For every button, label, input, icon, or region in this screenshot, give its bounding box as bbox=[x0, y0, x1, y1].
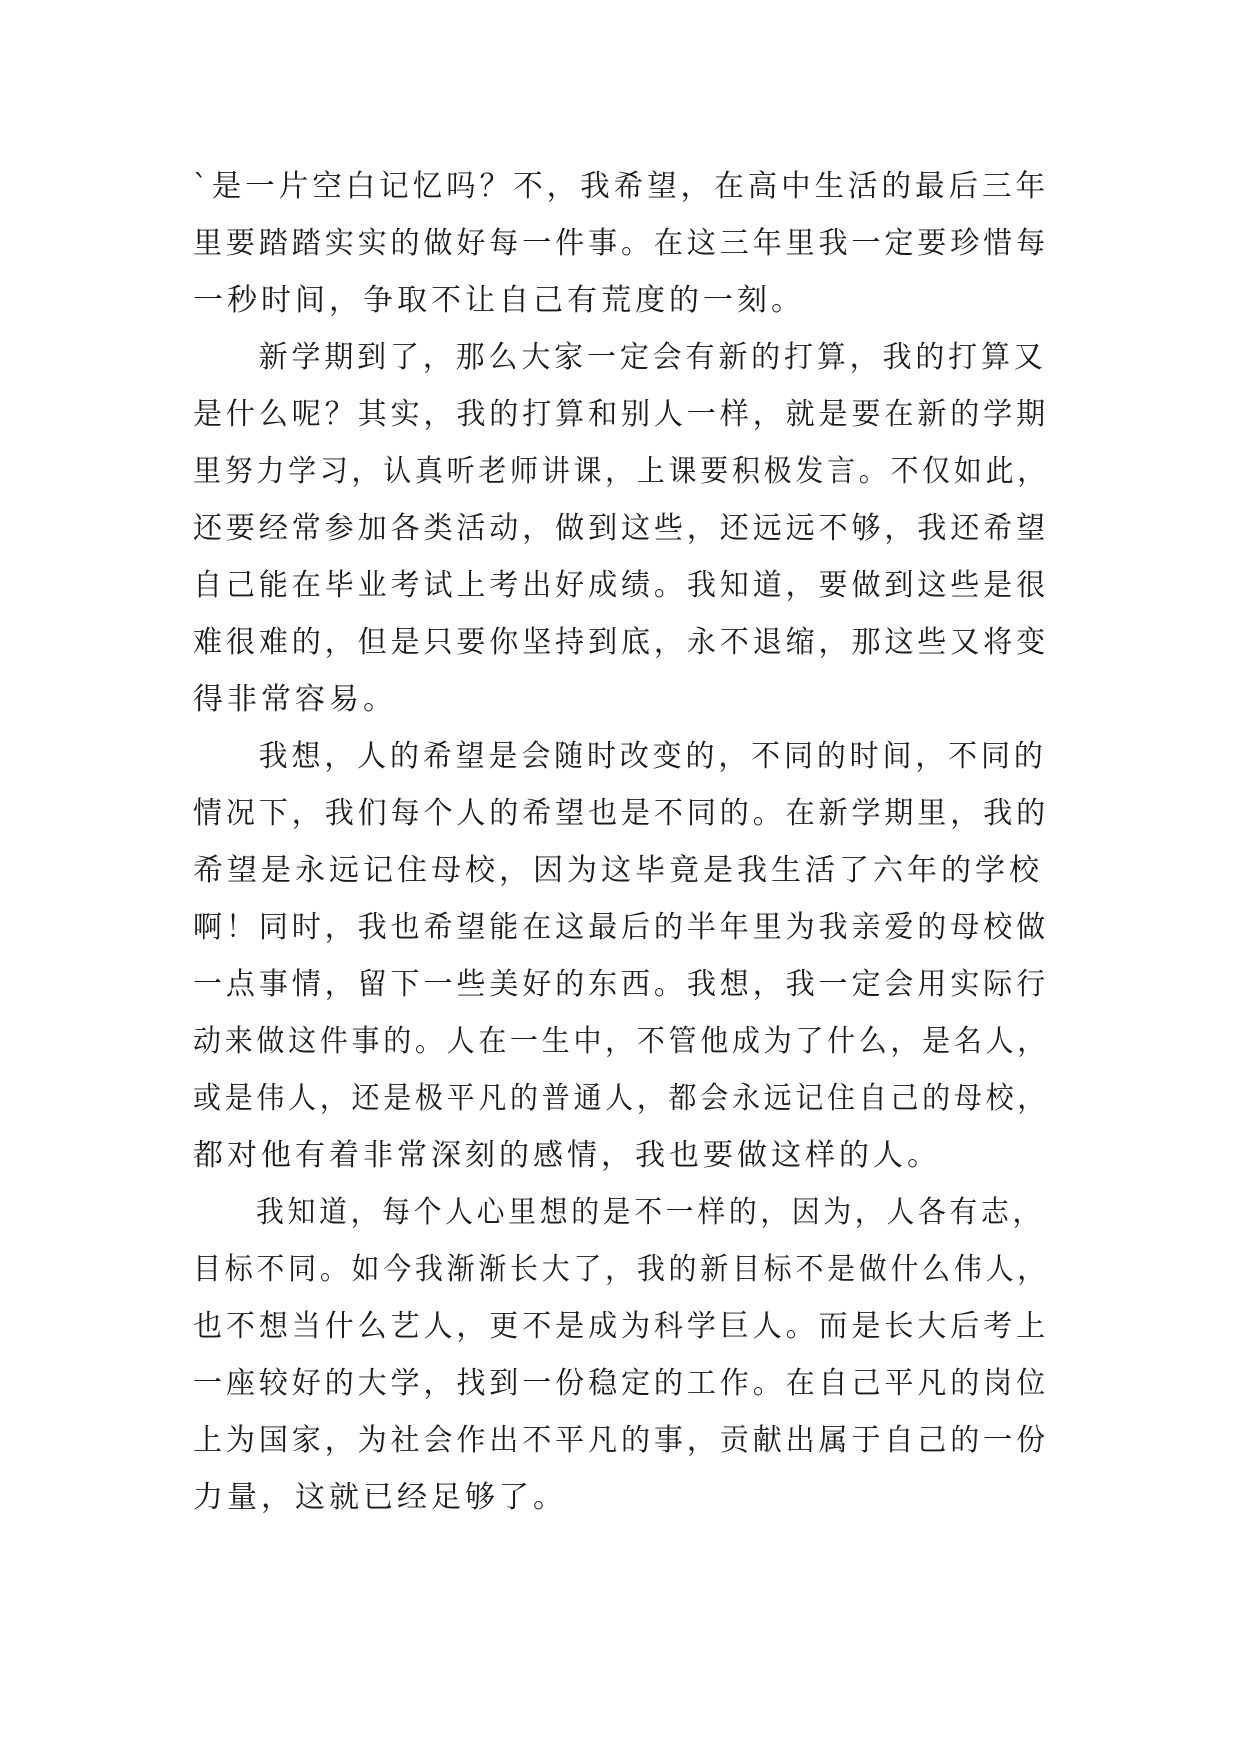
text-line: 难很难的，但是只要你坚持到底，永不退缩，那这些又将变 bbox=[193, 625, 1049, 660]
paragraph bbox=[193, 1184, 1049, 1526]
paragraph bbox=[193, 728, 1049, 1184]
paragraph bbox=[193, 329, 1049, 728]
text-line: 一秒时间，争取不让自己有荒度的一刻。 bbox=[193, 283, 805, 318]
paragraph bbox=[193, 158, 1049, 329]
text-line: 或是伟人，还是极平凡的普通人，都会永远记住自己的母校， bbox=[193, 1081, 1049, 1116]
text-line: 还要经常参加各类活动，做到这些，还远远不够，我还希望 bbox=[193, 511, 1049, 546]
text-line: 情况下，我们每个人的希望也是不同的。在新学期里，我的 bbox=[193, 796, 1049, 831]
text-line: 希望是永远记住母校，因为这毕竟是我生活了六年的学校 bbox=[193, 853, 1043, 888]
text-line: 是什么呢？其实，我的打算和别人一样，就是要在新的学期 bbox=[193, 397, 1049, 432]
text-line: 动来做这件事的。人在一生中，不管他成为了什么，是名人， bbox=[193, 1024, 1049, 1059]
text-line: 一点事情，留下一些美好的东西。我想，我一定会用实际行 bbox=[193, 967, 1049, 1002]
text-line: `是一片空白记忆吗？不，我希望，在高中生活的最后三年 bbox=[193, 169, 1049, 204]
document-body bbox=[193, 158, 1049, 1526]
text-line: 上为国家，为社会作出不平凡的事，贡献出属于自己的一份 bbox=[193, 1423, 1049, 1458]
text-line: 我知道，每个人心里想的是不一样的，因为，人各有志， bbox=[256, 1195, 1045, 1230]
text-line: 我想，人的希望是会随时改变的，不同的时间，不同的 bbox=[258, 739, 1047, 774]
text-line: 力量，这就已经足够了。 bbox=[193, 1480, 567, 1515]
text-line: 里努力学习，认真听老师讲课，上课要积极发言。不仅如此， bbox=[193, 454, 1049, 489]
text-line: 啊！同时，我也希望能在这最后的半年里为我亲爱的母校做 bbox=[193, 910, 1049, 945]
text-line: 目标不同。如今我渐渐长大了，我的新目标不是做什么伟人， bbox=[193, 1252, 1049, 1287]
text-line: 一座较好的大学，找到一份稳定的工作。在自己平凡的岗位 bbox=[193, 1366, 1049, 1401]
text-line: 新学期到了，那么大家一定会有新的打算，我的打算又 bbox=[258, 340, 1047, 375]
text-line: 里要踏踏实实的做好每一件事。在这三年里我一定要珍惜每 bbox=[193, 226, 1049, 261]
text-line: 得非常容易。 bbox=[193, 682, 397, 717]
text-line: 也不想当什么艺人，更不是成为科学巨人。而是长大后考上 bbox=[193, 1309, 1049, 1344]
text-line: 自己能在毕业考试上考出好成绩。我知道，要做到这些是很 bbox=[193, 568, 1049, 603]
text-line: 都对他有着非常深刻的感情，我也要做这样的人。 bbox=[193, 1138, 941, 1173]
